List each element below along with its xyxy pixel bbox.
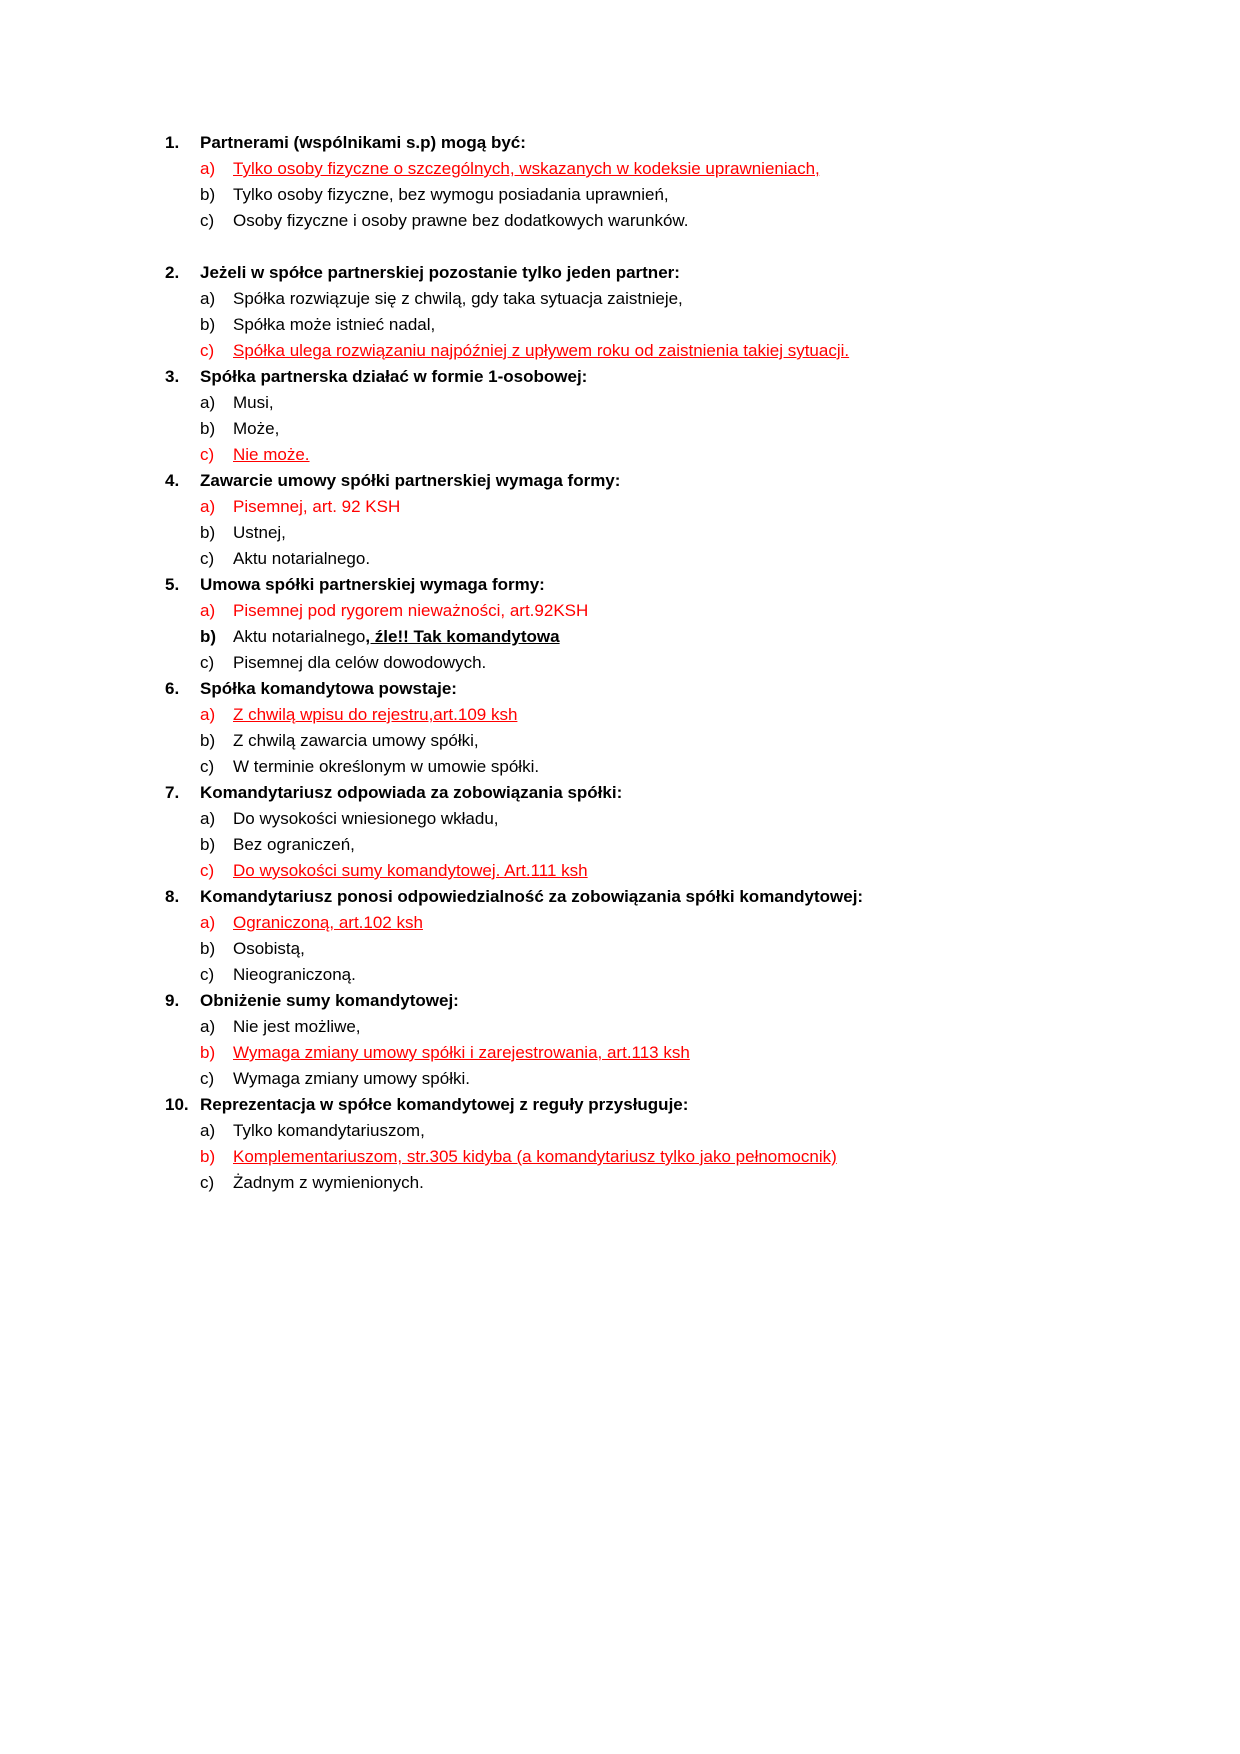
option-text: Pisemnej pod rygorem nieważności, art.92KSH: [233, 601, 589, 620]
option-letter: c): [200, 1173, 215, 1192]
option-row: [200, 182, 1160, 208]
question-number: 7.: [165, 783, 180, 802]
option-text-wrap: [233, 442, 1160, 468]
question-header: [165, 260, 1160, 286]
question: [165, 780, 1160, 884]
option-letter: b): [200, 419, 216, 438]
option-text-wrap: [233, 910, 1160, 936]
option-row: [200, 936, 1160, 962]
option-row: [200, 650, 1160, 676]
option-row: [200, 1170, 1160, 1196]
option-text: Aktu notarialnego.: [233, 549, 371, 568]
option-row: [200, 728, 1160, 754]
option-row: [200, 1040, 1160, 1066]
option-text-wrap: [233, 546, 1160, 572]
option-text: Może,: [233, 419, 280, 438]
option-text: Aktu notarialnego: [233, 627, 366, 646]
option-letter: a): [200, 601, 216, 620]
option-text-wrap: [233, 1118, 1160, 1144]
option-text: Komplementariuszom, str.305 kidyba (a komandytariusz tylko jako pełnomocnik): [233, 1147, 837, 1166]
question-number: 10.: [165, 1095, 189, 1114]
option-letter: c): [200, 341, 215, 360]
option-text: Nieograniczoną.: [233, 965, 356, 984]
option-row: [200, 286, 1160, 312]
option-row: [200, 156, 1160, 182]
option-row: [200, 1118, 1160, 1144]
option-text-wrap: [233, 858, 1160, 884]
option-row: [200, 910, 1160, 936]
option-text-wrap: [233, 416, 1160, 442]
option-row: [200, 962, 1160, 988]
option-text: , źle!! Tak komandytowa: [365, 627, 560, 646]
question: [165, 468, 1160, 572]
option-text-wrap: [233, 650, 1160, 676]
option-text-wrap: [233, 806, 1160, 832]
question-header: [165, 676, 1160, 702]
question-number: 4.: [165, 471, 180, 490]
question-title: Komandytariusz ponosi odpowiedzialność za zobowiązania spółki komandytowej:: [200, 887, 864, 906]
option-text: Tylko osoby fizyczne o szczególnych, wskazanych w kodeksie uprawnieniach,: [233, 159, 820, 178]
option-letter: b): [200, 523, 216, 542]
option-row: [200, 702, 1160, 728]
question-header: [165, 130, 1160, 156]
option-text: Musi,: [233, 393, 274, 412]
option-row: [200, 598, 1160, 624]
option-letter: a): [200, 393, 216, 412]
question-list: [165, 130, 1160, 1196]
option-text: Osobistą,: [233, 939, 305, 958]
option-letter: c): [200, 861, 215, 880]
option-text: Pisemnej, art. 92 KSH: [233, 497, 401, 516]
option-text: Spółka może istnieć nadal,: [233, 315, 436, 334]
question-number: 2.: [165, 263, 180, 282]
option-text-wrap: [233, 208, 1160, 234]
question-header: [165, 572, 1160, 598]
question-title: Spółka partnerska działać w formie 1-osobowej:: [200, 367, 588, 386]
option-text: Do wysokości sumy komandytowej. Art.111 ksh: [233, 861, 588, 880]
option-row: [200, 858, 1160, 884]
option-letter: c): [200, 549, 215, 568]
option-letter: a): [200, 809, 216, 828]
option-letter: a): [200, 1121, 216, 1140]
option-letter: a): [200, 1017, 216, 1036]
option-text-wrap: [233, 624, 1160, 650]
option-letter: b): [200, 315, 216, 334]
option-letter: a): [200, 497, 216, 516]
option-row: [200, 1014, 1160, 1040]
option-text: Z chwilą wpisu do rejestru,art.109 ksh: [233, 705, 518, 724]
question: [165, 1092, 1160, 1196]
question-header: [165, 1092, 1160, 1118]
question-title: Spółka komandytowa powstaje:: [200, 679, 457, 698]
question-number: 3.: [165, 367, 180, 386]
option-text-wrap: [233, 156, 1160, 182]
option-row: [200, 1066, 1160, 1092]
option-letter: a): [200, 913, 216, 932]
option-row: [200, 416, 1160, 442]
option-letter: b): [200, 939, 216, 958]
option-text: Tylko komandytariuszom,: [233, 1121, 425, 1140]
option-text-wrap: [233, 702, 1160, 728]
question-header: [165, 988, 1160, 1014]
option-text-wrap: [233, 494, 1160, 520]
question-number: 8.: [165, 887, 180, 906]
option-text-wrap: [233, 286, 1160, 312]
option-row: [200, 832, 1160, 858]
question-number: 6.: [165, 679, 180, 698]
option-letter: c): [200, 445, 215, 464]
question-title: Umowa spółki partnerskiej wymaga formy:: [200, 575, 545, 594]
option-text: Wymaga zmiany umowy spółki.: [233, 1069, 470, 1088]
question-title: Jeżeli w spółce partnerskiej pozostanie tylko jeden partner:: [200, 263, 680, 282]
option-text: Ograniczoną, art.102 ksh: [233, 913, 423, 932]
option-letter: b): [200, 185, 216, 204]
option-letter: a): [200, 159, 216, 178]
option-row: [200, 520, 1160, 546]
option-text: Osoby fizyczne i osoby prawne bez dodatkowych warunków.: [233, 211, 689, 230]
option-text-wrap: [233, 598, 1160, 624]
option-text-wrap: [233, 520, 1160, 546]
option-text: Wymaga zmiany umowy spółki i zarejestrowania, art.113 ksh: [233, 1043, 690, 1062]
option-text-wrap: [233, 338, 1160, 364]
option-text: Nie może.: [233, 445, 310, 464]
option-letter: c): [200, 211, 215, 230]
question: [165, 988, 1160, 1092]
question: [165, 884, 1160, 988]
option-text: Ustnej,: [233, 523, 286, 542]
option-text-wrap: [233, 1066, 1160, 1092]
question-title: Zawarcie umowy spółki partnerskiej wymaga formy:: [200, 471, 621, 490]
option-row: [200, 624, 1160, 650]
option-text-wrap: [233, 728, 1160, 754]
option-text: Nie jest możliwe,: [233, 1017, 361, 1036]
option-text: Pisemnej dla celów dowodowych.: [233, 653, 487, 672]
option-text-wrap: [233, 962, 1160, 988]
option-text-wrap: [233, 1014, 1160, 1040]
option-text: Spółka ulega rozwiązaniu najpóźniej z upływem roku od zaistnienia takiej sytuacji.: [233, 341, 850, 360]
option-text-wrap: [233, 936, 1160, 962]
option-text-wrap: [233, 1170, 1160, 1196]
question: [165, 260, 1160, 364]
option-text-wrap: [233, 754, 1160, 780]
option-text: Tylko osoby fizyczne, bez wymogu posiadania uprawnień,: [233, 185, 669, 204]
question: [165, 676, 1160, 780]
question-number: 1.: [165, 133, 180, 152]
option-letter: c): [200, 1069, 215, 1088]
option-letter: c): [200, 965, 215, 984]
question-title: Komandytariusz odpowiada za zobowiązania spółki:: [200, 783, 623, 802]
question: [165, 364, 1160, 468]
option-letter: c): [200, 653, 215, 672]
option-text: Żadnym z wymienionych.: [233, 1173, 424, 1192]
question: [165, 572, 1160, 676]
option-text-wrap: [233, 1040, 1160, 1066]
option-text-wrap: [233, 1144, 1160, 1170]
option-letter: b): [200, 627, 217, 646]
question-number: 9.: [165, 991, 180, 1010]
option-row: [200, 442, 1160, 468]
option-row: [200, 208, 1160, 234]
option-text-wrap: [233, 312, 1160, 338]
option-row: [200, 806, 1160, 832]
question-title: Partnerami (wspólnikami s.p) mogą być:: [200, 133, 526, 152]
option-row: [200, 754, 1160, 780]
option-letter: b): [200, 835, 216, 854]
question-header: [165, 364, 1160, 390]
question-header: [165, 884, 1160, 910]
option-letter: b): [200, 1043, 216, 1062]
option-row: [200, 390, 1160, 416]
option-letter: b): [200, 1147, 216, 1166]
question-header: [165, 780, 1160, 806]
option-row: [200, 494, 1160, 520]
option-text-wrap: [233, 390, 1160, 416]
option-text-wrap: [233, 182, 1160, 208]
option-row: [200, 338, 1160, 364]
option-row: [200, 546, 1160, 572]
option-letter: c): [200, 757, 215, 776]
option-letter: a): [200, 705, 216, 724]
option-text-wrap: [233, 832, 1160, 858]
question-header: [165, 468, 1160, 494]
option-row: [200, 1144, 1160, 1170]
question-number: 5.: [165, 575, 180, 594]
question: [165, 130, 1160, 234]
option-text: Bez ograniczeń,: [233, 835, 355, 854]
option-letter: b): [200, 731, 216, 750]
option-text: W terminie określonym w umowie spółki.: [233, 757, 540, 776]
option-row: [200, 312, 1160, 338]
option-text: Do wysokości wniesionego wkładu,: [233, 809, 499, 828]
question-title: Reprezentacja w spółce komandytowej z reguły przysługuje:: [200, 1095, 689, 1114]
option-letter: a): [200, 289, 216, 308]
option-text: Z chwilą zawarcia umowy spółki,: [233, 731, 479, 750]
question-title: Obniżenie sumy komandytowej:: [200, 991, 459, 1010]
option-text: Spółka rozwiązuje się z chwilą, gdy taka sytuacja zaistnieje,: [233, 289, 683, 308]
